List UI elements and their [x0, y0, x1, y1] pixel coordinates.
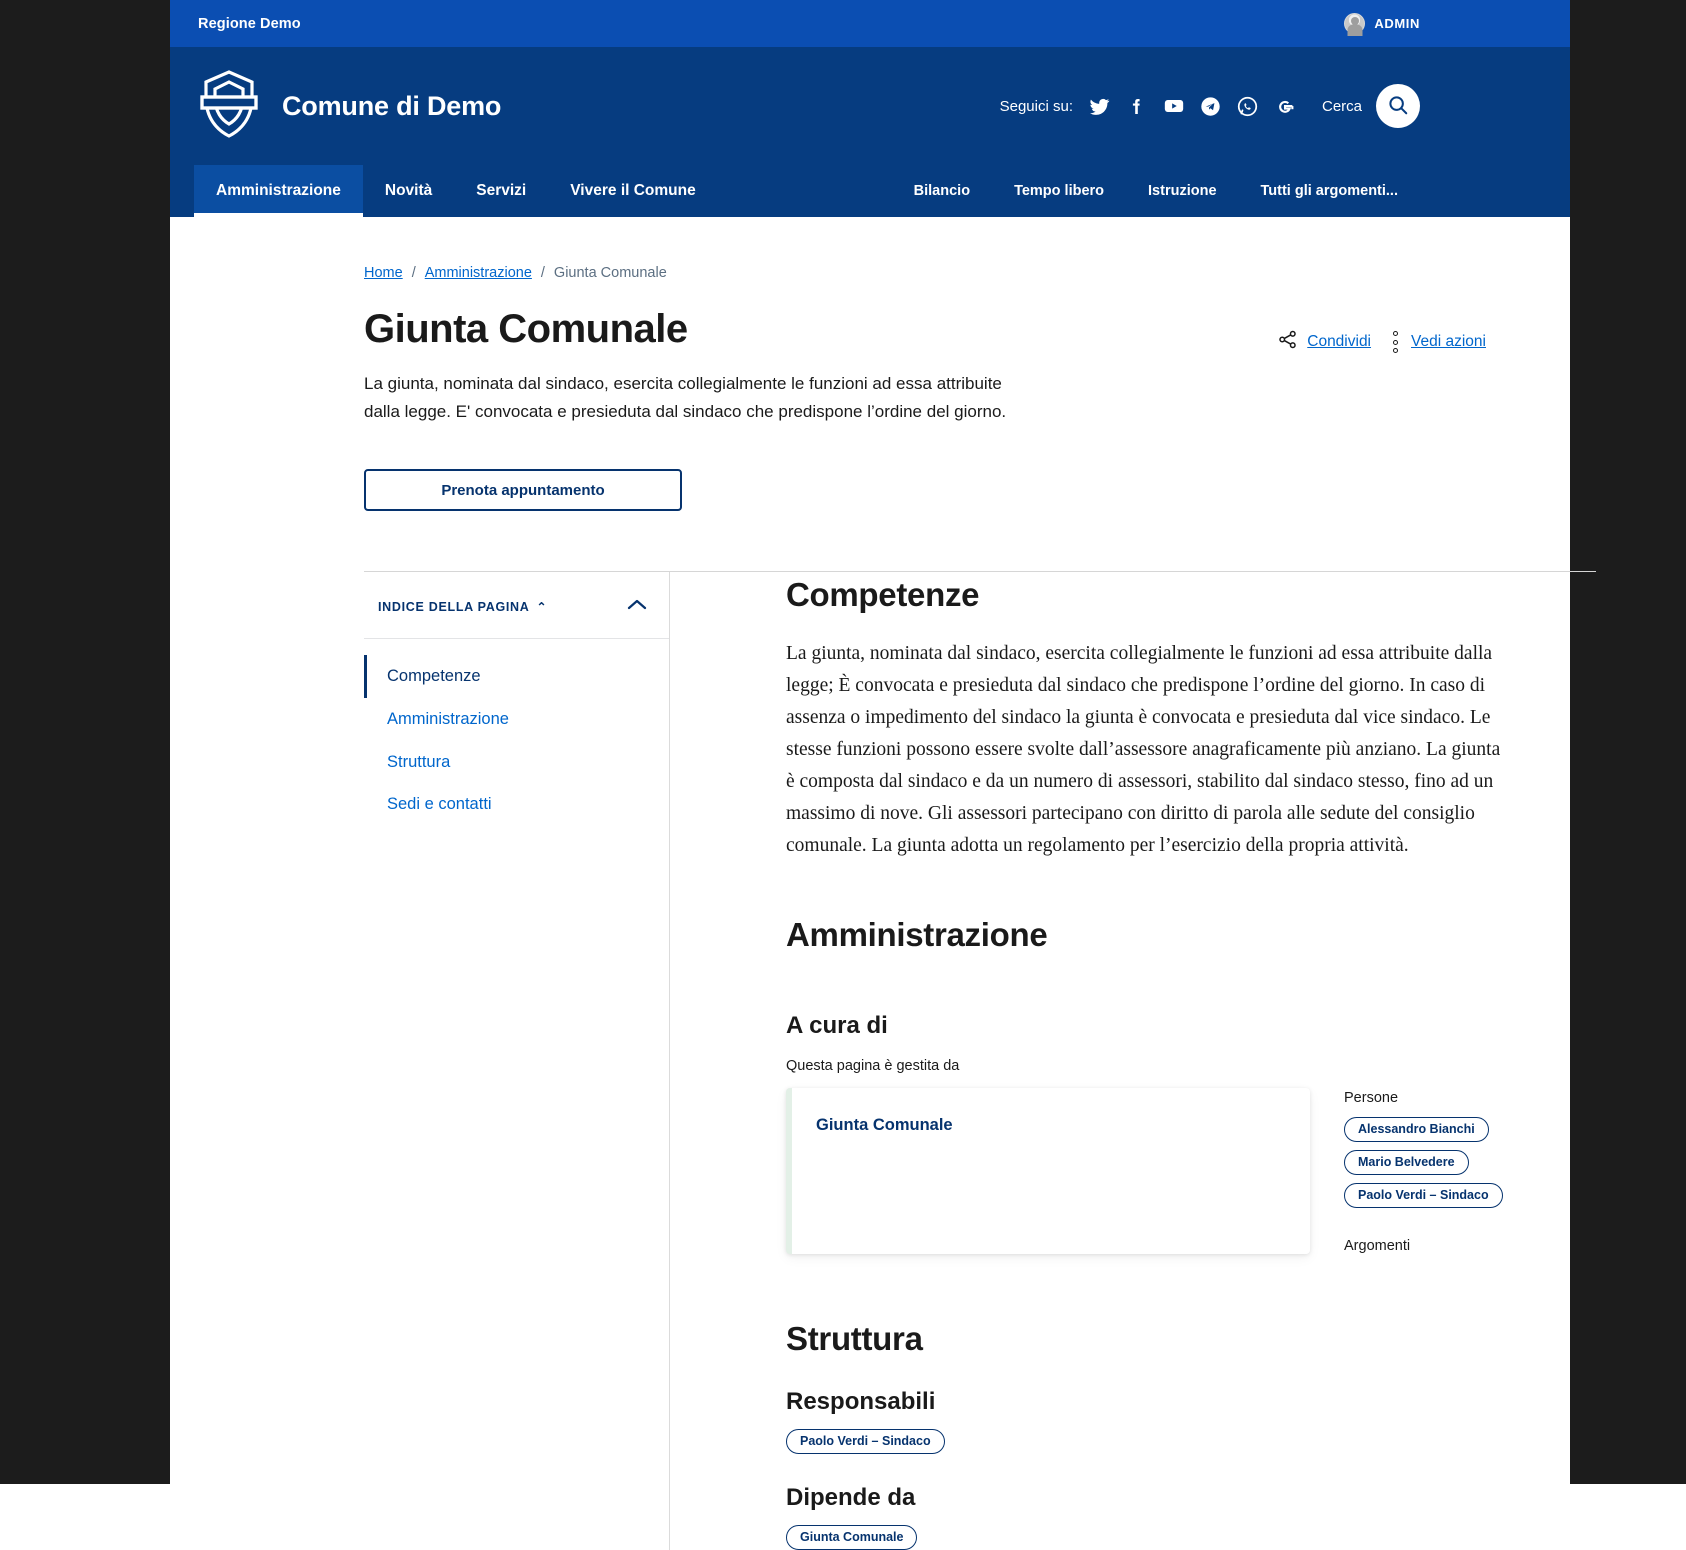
sidebar-item-struttura[interactable]: Struttura	[387, 752, 451, 771]
search-block[interactable]	[1322, 84, 1420, 128]
heading-a-cura-di: A cura di	[786, 1011, 888, 1039]
heading-competenze: Competenze	[786, 576, 980, 614]
persone-column	[1322, 1088, 1503, 1254]
brand-name: Comune di Demo	[282, 90, 502, 121]
facebook-icon[interactable]	[1126, 95, 1148, 117]
breadcrumb-separator: /	[540, 265, 545, 281]
nav-label: Tutti gli argomenti...	[1260, 183, 1398, 199]
heading-struttura: Struttura	[786, 1319, 923, 1357]
top-utility-bar	[170, 0, 1570, 47]
argomenti-label: Argomenti	[1344, 1237, 1411, 1254]
nav-item-istruzione[interactable]	[1126, 165, 1238, 217]
competenze-body: La giunta, nominata dal sindaco, esercita collegialmente le funzioni ad essa attribuite dalla legge; È convocata e presieduta dal sindaco che predispone l’ordine del giorno. In caso di assenza o impedimento del sindaco la giunta è convocata e presieduta dal vice sindaco. Le stesse funzioni possono essere svolte dall’assessore anagraficamente più anziano. La giunta è composta dal sindaco e da un numero di assessori, stabilito dal sindaco stesso, fino ad un massimo di nove. Gli assessori partecipano con diritto di parola alle sedute del consiglio comunale. La giunta adotta un regolamento per l’esercizio della propria attività.	[786, 643, 1501, 857]
chevron-up-icon[interactable]	[627, 598, 647, 616]
follow-block	[1000, 95, 1296, 117]
share-icon	[1277, 329, 1298, 355]
search-label: Cerca	[1321, 97, 1362, 115]
breadcrumb-separator: /	[411, 265, 416, 281]
content-columns	[364, 572, 1501, 1550]
page-index-sidebar	[364, 572, 670, 1550]
share-label[interactable]: Condividi	[1307, 333, 1372, 350]
nav-label: Tempo libero	[1014, 183, 1105, 199]
telegram-icon[interactable]	[1200, 95, 1222, 117]
view-actions-action[interactable]	[1389, 331, 1486, 353]
main-column	[670, 572, 1513, 1550]
sidebar-item-competenze[interactable]: Competenze	[364, 655, 669, 698]
nav-item-servizi[interactable]	[454, 165, 548, 217]
shield-logo-icon	[194, 68, 264, 145]
nav-secondary	[892, 165, 1420, 217]
nav-item-tutti-gli-argomenti[interactable]	[1239, 165, 1420, 217]
vertical-dots-icon	[1389, 331, 1402, 353]
nav-label: Novità	[384, 182, 433, 199]
a-cura-di-row	[786, 1088, 1503, 1254]
chip-persona[interactable]: Mario Belvedere	[1344, 1150, 1469, 1175]
nav-item-tempo-libero[interactable]	[992, 165, 1126, 217]
persone-chips	[1344, 1117, 1503, 1208]
header-right-tools	[1000, 47, 1420, 165]
nav-item-amministrazione[interactable]	[194, 165, 363, 217]
page-actions	[1277, 307, 1486, 355]
page-frame-left	[0, 0, 170, 1484]
chip-persona[interactable]: Paolo Verdi – Sindaco	[1344, 1183, 1503, 1208]
search-icon	[1387, 94, 1409, 119]
heading-responsabili: Responsabili	[786, 1387, 936, 1415]
nav-label: Servizi	[476, 182, 527, 199]
sidebar-item-amministrazione[interactable]: Amministrazione	[387, 709, 509, 728]
follow-label: Seguici su:	[999, 97, 1073, 115]
content-inner	[254, 217, 1501, 1550]
region-title: Regione Demo	[198, 15, 301, 32]
search-button[interactable]	[1376, 84, 1420, 128]
page-index-title-group	[378, 600, 547, 614]
page-index-title: INDICE DELLA PAGINA	[378, 600, 530, 615]
chevron-up-small-icon: ⌃	[536, 600, 548, 615]
user-menu[interactable]	[1344, 0, 1420, 47]
nav-label: Istruzione	[1148, 183, 1217, 199]
page-index-header[interactable]	[364, 572, 669, 639]
nav-item-novita[interactable]	[363, 165, 454, 217]
managed-by-label: Questa pagina è gestita da	[786, 1057, 960, 1074]
heading-amministrazione: Amministrazione	[786, 915, 1048, 953]
brand-block[interactable]	[170, 68, 501, 145]
chip-responsabile[interactable]: Paolo Verdi – Sindaco	[786, 1429, 945, 1454]
chip-dipende-da[interactable]: Giunta Comunale	[786, 1525, 917, 1550]
breadcrumb-current: Giunta Comunale	[553, 265, 667, 281]
google-icon[interactable]	[1274, 95, 1296, 117]
whatsapp-icon[interactable]	[1237, 95, 1259, 117]
site-header	[170, 47, 1570, 165]
page-lede: La giunta, nominata dal sindaco, esercita collegialmente le funzioni ad essa attribuite dalla legge. E' convocata e presieduta dal sindaco che predispone l’ordine del giorno.	[364, 373, 1007, 421]
main-navigation	[170, 165, 1570, 217]
nav-label: Bilancio	[913, 183, 971, 199]
user-name-label: ADMIN	[1374, 16, 1420, 31]
view-actions-label[interactable]: Vedi azioni	[1411, 333, 1486, 350]
breadcrumb-amministrazione[interactable]: Amministrazione	[424, 265, 532, 281]
heading-dipende-da: Dipende da	[786, 1483, 916, 1511]
prenota-appuntamento-button[interactable]: Prenota appuntamento	[364, 469, 682, 511]
page-title: Giunta Comunale	[364, 307, 688, 351]
breadcrumb	[364, 217, 1486, 281]
persone-label: Persone	[1344, 1089, 1399, 1106]
nav-label: Amministrazione	[216, 182, 341, 199]
chip-persona[interactable]: Alessandro Bianchi	[1344, 1117, 1489, 1142]
avatar	[1344, 13, 1365, 34]
breadcrumb-home[interactable]: Home	[364, 265, 403, 281]
sidebar-item-sedi-e-contatti[interactable]: Sedi e contatti	[387, 795, 492, 814]
title-row	[364, 281, 1486, 425]
dipende-da-chips	[786, 1525, 1503, 1550]
page-index-list	[364, 639, 669, 826]
nav-label: Vivere il Comune	[570, 182, 696, 199]
page-content	[170, 217, 1570, 1550]
youtube-icon[interactable]	[1163, 95, 1185, 117]
responsabili-chips	[786, 1429, 1503, 1454]
browser-viewport	[170, 0, 1570, 1545]
managed-by-card-title[interactable]: Giunta Comunale	[816, 1115, 953, 1134]
social-links	[1089, 95, 1296, 117]
nav-item-vivere-il-comune[interactable]	[548, 165, 717, 217]
twitter-icon[interactable]	[1089, 95, 1111, 117]
share-action[interactable]	[1277, 329, 1371, 355]
page-frame-right	[1570, 0, 1686, 1484]
managed-by-card[interactable]	[786, 1088, 1310, 1254]
title-block	[364, 307, 1014, 425]
nav-primary	[170, 165, 718, 217]
nav-item-bilancio[interactable]	[892, 165, 992, 217]
